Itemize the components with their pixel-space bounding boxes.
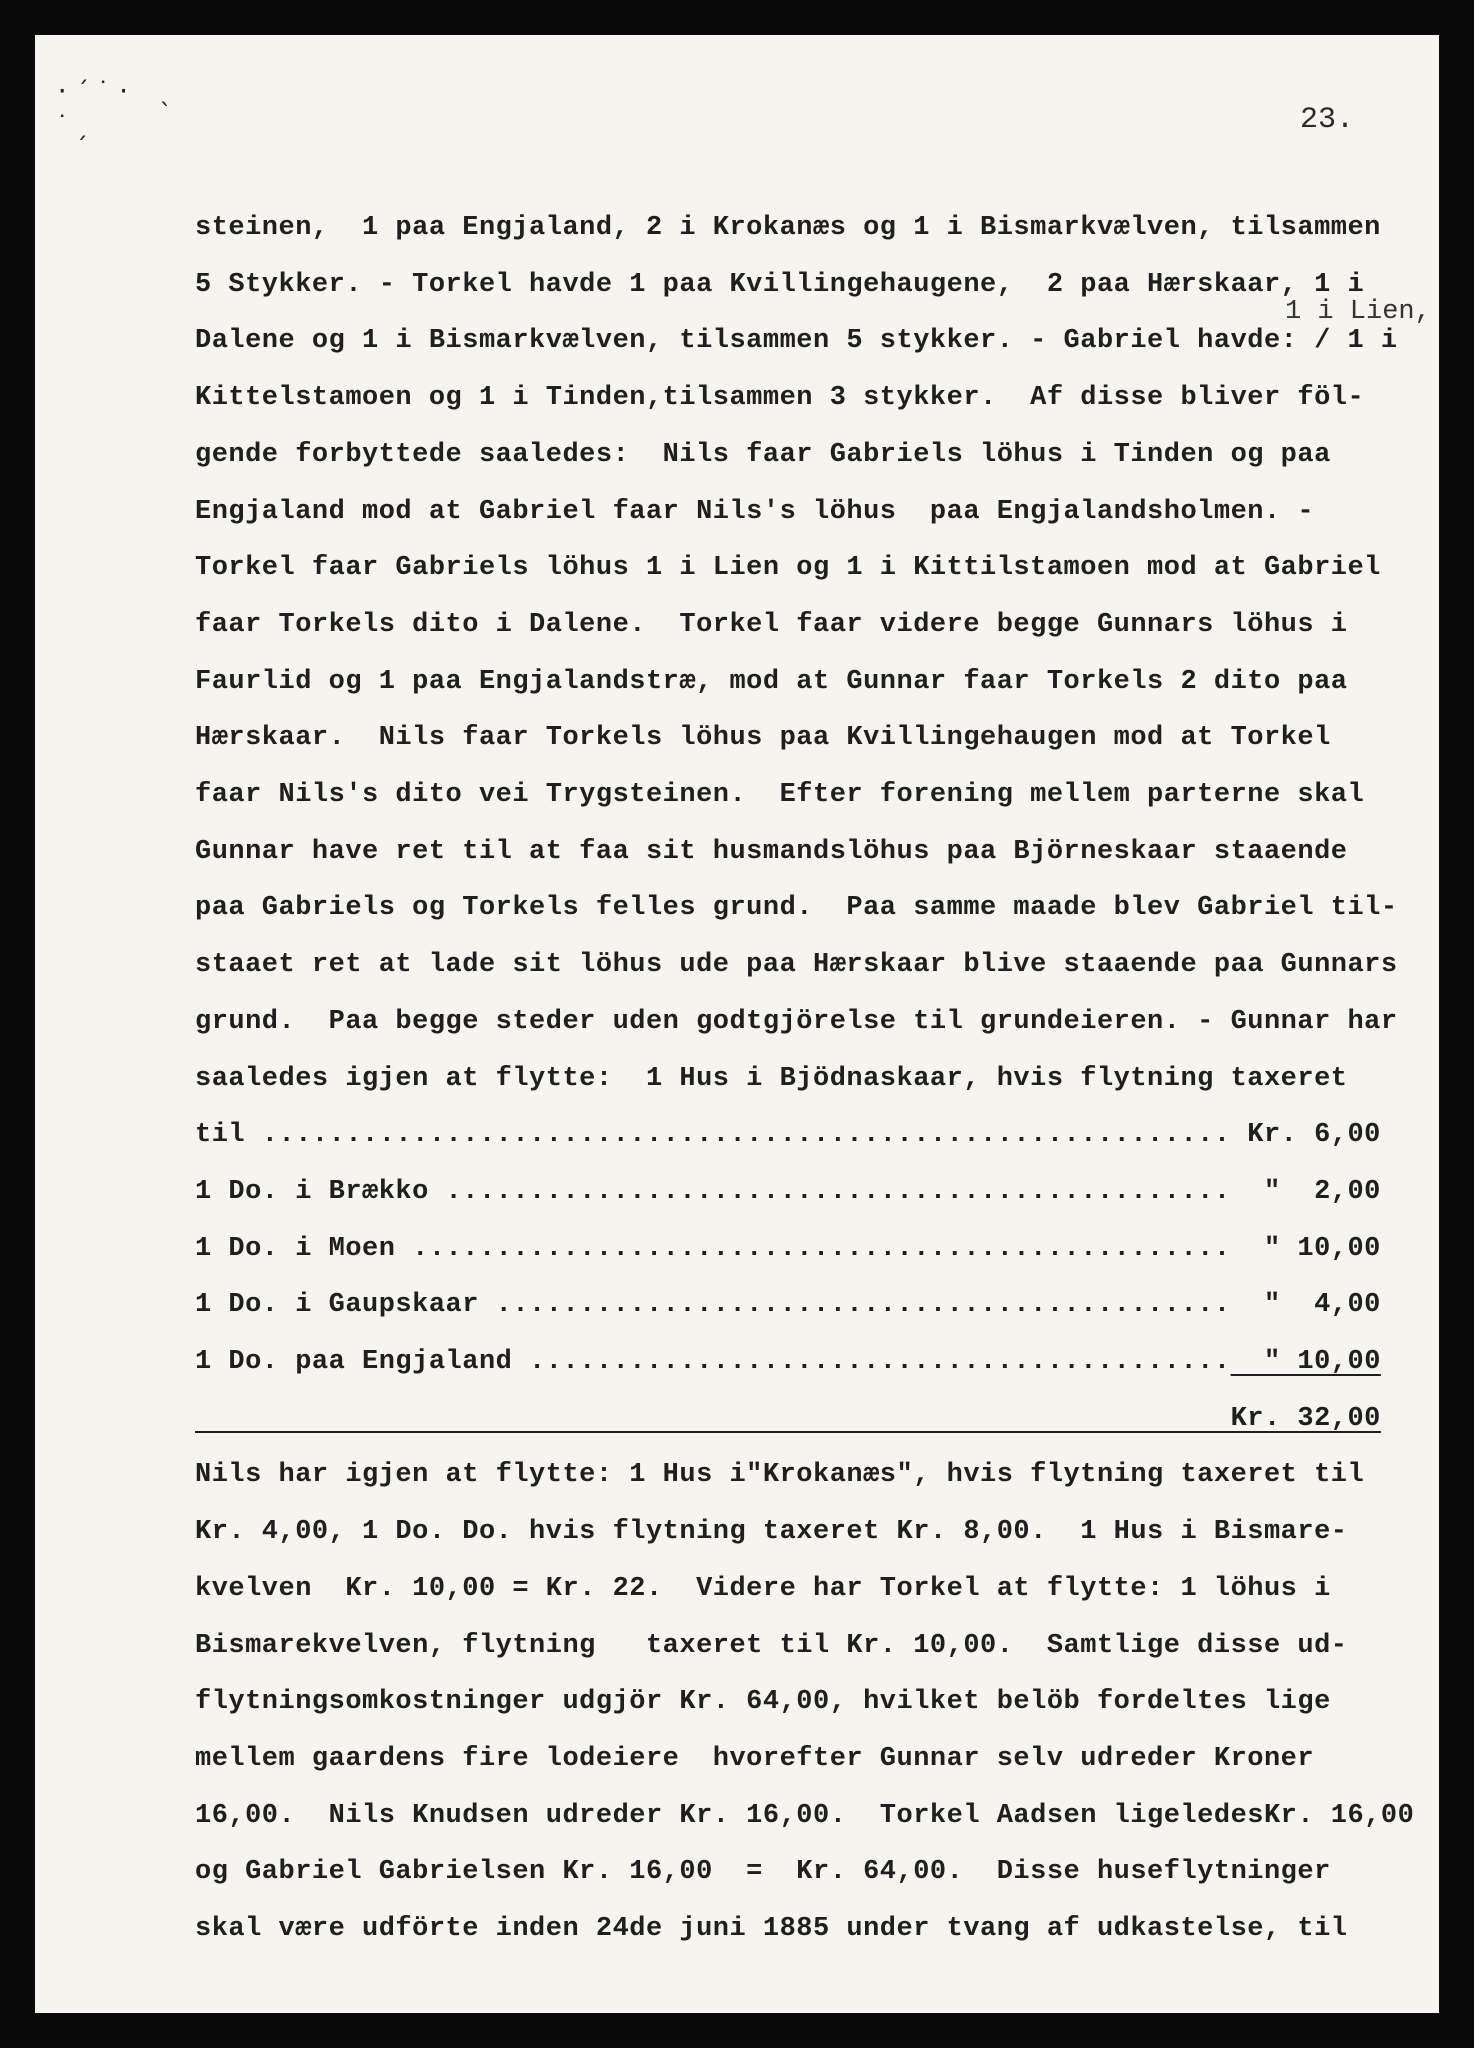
text-line: gende forbyttede saaledes: Nils faar Gabriels löhus i Tinden og paa (195, 439, 1331, 470)
text-line: 1 Do. i Brækko ............................................... " 2,00 (195, 1176, 1381, 1207)
text-line: 1 Do. paa Engjaland .......................................... " 10,00 (195, 1347, 1381, 1377)
text-line: saaledes igjen at flytte: 1 Hus i Bjödnaskaar, hvis flytning taxeret (195, 1063, 1348, 1094)
text-line: Hærskaar. Nils faar Torkels löhus paa Kvillingehaugen mod at Torkel (195, 723, 1331, 754)
document-page (35, 35, 1439, 2013)
text-line: Torkel faar Gabriels löhus 1 i Lien og 1 i Kittilstamoen mod at Gabriel (195, 553, 1381, 584)
text-line: 5 Stykker. - Torkel havde 1 paa Kvillingehaugene, 2 paa Hærskaar, 1 i (195, 269, 1365, 300)
text-line: 16,00. Nils Knudsen udreder Kr. 16,00. Torkel Aadsen ligeledesKr. 16,00 (195, 1800, 1415, 1831)
text-line: flytningsomkostninger udgjör Kr. 64,00, hvilket belöb fordeltes lige (195, 1687, 1331, 1718)
text-line: til .......................................................... Kr. 6,00 (195, 1120, 1381, 1151)
margin-insert: 1 i Lien, (1285, 297, 1431, 327)
text-line: mellem gaardens fire lodeiere hvorefter Gunnar selv udreder Kroner (195, 1743, 1315, 1774)
corner-mark-2: ˙ˏ (55, 110, 96, 139)
text-line: steinen, 1 paa Engjaland, 2 i Krokanæs og 1 i Bismarkvælven, tilsammen (195, 213, 1381, 243)
text-line: faar Torkels dito i Dalene. Torkel faar videre begge Gunnars löhus i (195, 609, 1348, 640)
text-line: Kittelstamoen og 1 i Tinden,tilsammen 3 stykker. Af disse bliver föl- (195, 383, 1365, 414)
text-line: 1 Do. i Moen ................................................. " 10,00 (195, 1233, 1381, 1264)
text-line: Engjaland mod at Gabriel faar Nils's löhus paa Engjalandsholmen. - (195, 496, 1315, 527)
text-line: faar Nils's dito vei Trygsteinen. Efter forening mellem parterne skal (195, 780, 1365, 810)
text-line: Nils har igjen at flytte: 1 Hus i"Krokanæs", hvis flytning taxeret til (195, 1460, 1365, 1491)
corner-marks (55, 75, 178, 142)
underlined-amount: Kr. 32,00 (195, 1403, 1381, 1434)
text-line: Bismarekvelven, flytning taxeret til Kr. 10,00. Samtlige disse ud- (195, 1630, 1348, 1661)
text-line: skal være udförte inden 24de juni 1885 under tvang af udkastelse, til (195, 1914, 1348, 1944)
page-number: 23. (1300, 103, 1355, 137)
text-line: kvelven Kr. 10,00 = Kr. 22. Videre har Torkel at flytte: 1 löhus i (195, 1573, 1331, 1604)
underlined-amount: " 10,00 (1230, 1347, 1381, 1377)
text-line: Dalene og 1 i Bismarkvælven, tilsammen 5 stykker. - Gabriel havde: / 1 i (195, 326, 1398, 357)
text-line: Gunnar have ret til at faa sit husmandslöhus paa Björneskaar staaende (195, 836, 1348, 867)
text-line: paa Gabriels og Torkels felles grund. Paa samme maade blev Gabriel til- (195, 893, 1398, 924)
text-line: Kr. 4,00, 1 Do. Do. hvis flytning taxeret Kr. 8,00. 1 Hus i Bismare- (195, 1517, 1348, 1548)
text-line: og Gabriel Gabrielsen Kr. 16,00 = Kr. 64,00. Disse huseflytninger (195, 1857, 1331, 1888)
corner-mark-1: ·´˙· ˎ (55, 77, 178, 105)
text-line: Faurlid og 1 paa Engjalandstræ, mod at Gunnar faar Torkels 2 dito paa (195, 666, 1348, 697)
text-line (195, 1404, 1381, 1434)
text-line: 1 Do. i Gaupskaar ............................................ " 4,00 (195, 1290, 1381, 1321)
text-line: staaet ret at lade sit löhus ude paa Hærskaar blive staaende paa Gunnars (195, 950, 1398, 981)
text-line: grund. Paa begge steder uden godtgjörelse til grundeieren. - Gunnar har (195, 1006, 1398, 1037)
